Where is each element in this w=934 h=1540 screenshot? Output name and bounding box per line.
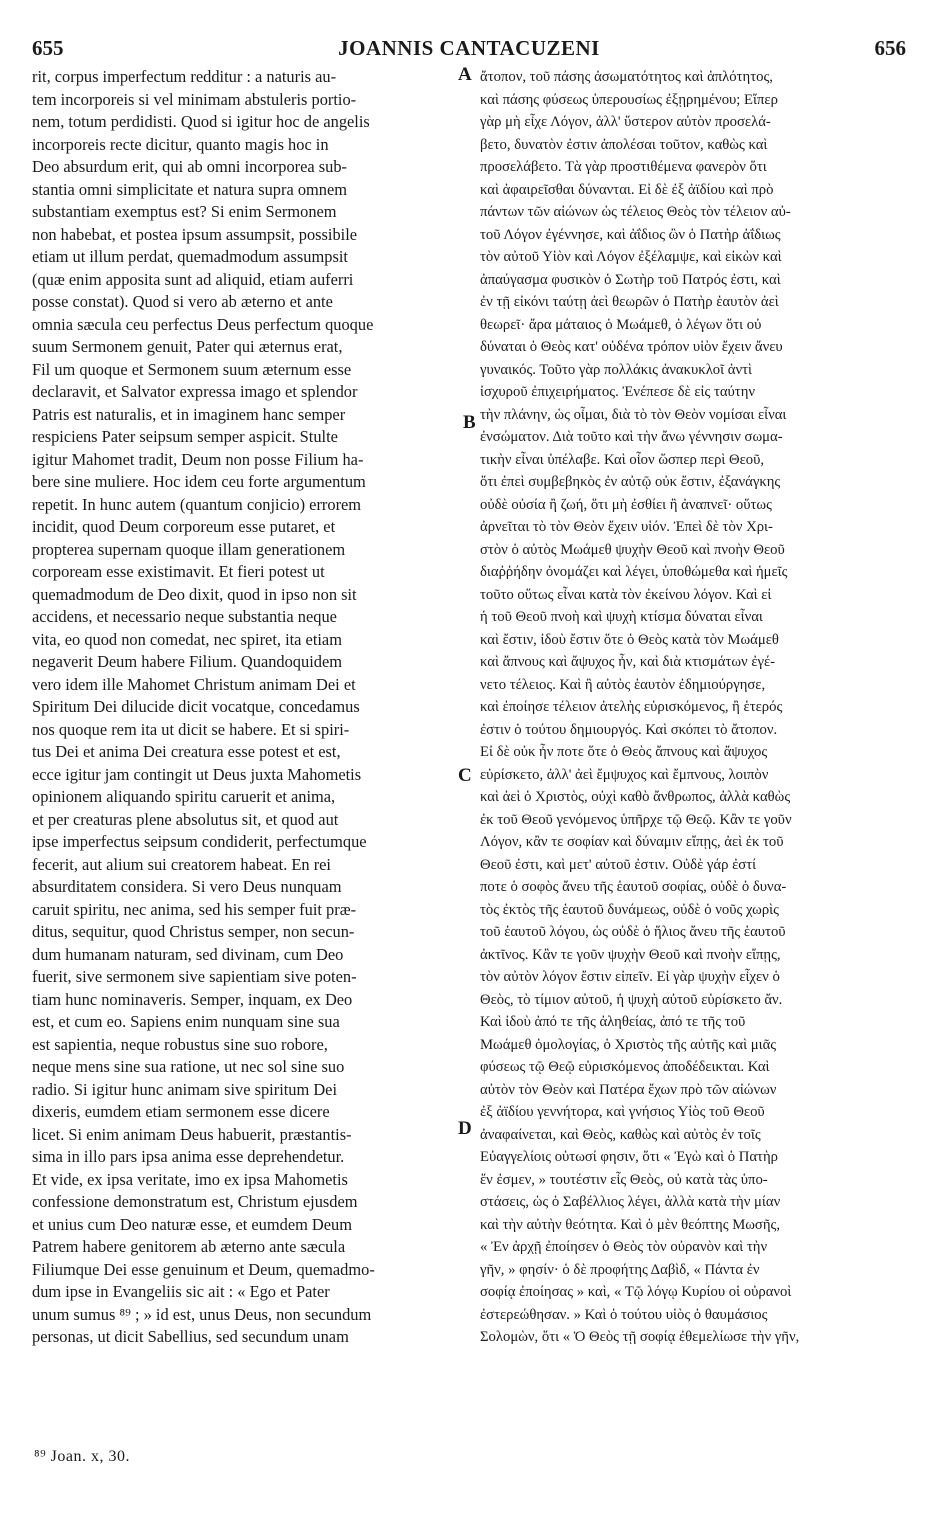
greek-text-line: Θεὸς, τὸ τίμιον αὐτοῦ, ἡ ψυχὴ αὐτοῦ εὑρίσκετο ἄν. [480, 991, 783, 1008]
latin-text-line: propterea supernam quoque illam generationem [32, 539, 346, 559]
greek-text-line: οὐδὲ οὐσία ἢ ζωή, ὅτι μὴ ἐσθίει ἢ ἀναπνεῖ· οὕτως [480, 496, 772, 513]
latin-text-line: confessione demonstratum est, Christum ejusdem [32, 1192, 358, 1211]
greek-text-line: εὑρίσκετο, ἀλλ' ἀεὶ ἔμψυχος καὶ ἔμπνους, λοιπὸν [480, 766, 769, 783]
greek-text-line: ἐνσώματον. Διὰ τοῦτο καὶ τὴν ἄνω γέννησιν σωμα- [480, 429, 783, 445]
greek-text-line: ἀκτῖνος. Κἂν τε γοῦν ψυχὴν Θεοῦ καὶ πνοὴν εἴπῃς, [480, 946, 781, 963]
running-title: JOANNIS CANTACUZENI [338, 36, 600, 60]
latin-text-line: licet. Si enim animam Deus habuerit, præstantis- [32, 1124, 352, 1144]
latin-text-line: et per creaturas plene absolutus sit, et quod aut [32, 809, 339, 829]
latin-text-line: tiam hunc nominaveris. Semper, inquam, ex Deo [32, 989, 353, 1009]
latin-text-line: corpoream esse existimavit. Et fieri potest ut [32, 562, 325, 581]
section-marker-d: D [458, 1118, 472, 1139]
greek-text-line: θεωρεῖ· ἄρα μάταιος ὁ Μωάμεθ, ὁ λέγων ὅτι οὐ [480, 316, 762, 333]
greek-text-line: καὶ τὴν αὐτὴν θεότητα. Καὶ ὁ μὲν θεόπτης Μωσῆς, [480, 1216, 781, 1233]
latin-text-line: Filiumque Dei esse genuinum et Deum, quemadmo- [32, 1259, 375, 1279]
latin-text-line: tem incorporeis si vel minimam abstuleris portio- [32, 89, 357, 109]
latin-text-line: (quæ enim apposita sunt ad aliquid, etiam auferri [32, 269, 354, 289]
left-page-number: 655 [32, 36, 64, 60]
latin-text-line: dixeris, eumdem etiam sermonem esse dicere [32, 1102, 330, 1121]
greek-text-line: ἐξ ἀϊδίου γεννήτορα, καὶ γνήσιος Υἱὸς τοῦ Θεοῦ [480, 1104, 765, 1120]
greek-text-line: τοῦ Λόγον ἐγέννησε, καὶ ἀΐδιος ὢν ὁ Πατὴρ ἀΐδιως [480, 226, 781, 243]
greek-column [480, 66, 900, 1349]
greek-text-line: στὸν ὁ αὐτὸς Μωάμεθ ψυχὴν Θεοῦ καὶ πνοὴν Θεοῦ [480, 541, 785, 558]
greek-text-line: τικὴν εἶναι ὑπέλαβε. Καὶ οἷον ὥσπερ περὶ Θεοῦ, [480, 451, 765, 468]
latin-text-line: Patrem habere genitorem ab æterno ante sæcula [32, 1237, 346, 1256]
greek-text-line: πάντων τῶν αἰώνων ὡς τέλειος Θεὸς τὸν τέλειον αὐ- [480, 204, 791, 220]
greek-text-line: ἐστιν ὁ τούτου δημιουργός. Καὶ σκόπει τὸ ἄτοπον. [480, 721, 778, 738]
latin-text-line: Deo absurdum erit, qui ab omni incorporea sub- [32, 157, 347, 176]
greek-text-line: τὸν αὐτοῦ Υἱὸν καὶ Λόγον ἐξέλαμψε, καὶ εἰκὼν καὶ [480, 249, 782, 265]
latin-text-line: incidit, quod Deum corporeum esse putaret, et [32, 517, 336, 536]
latin-text-line: igitur Mahomet tradit, Deum non posse Filium ha- [32, 449, 364, 469]
latin-text-line: fuerit, sive sermonem sive sapientiam sive poten- [32, 967, 357, 986]
latin-text-line: opinionem aliquando spiritu caruerit et anima, [32, 787, 336, 806]
latin-text-line: neque mens sine sua ratione, ut nec sol sine suo [32, 1057, 345, 1076]
latin-text-line: Patris est naturalis, et in imaginem hanc semper [32, 404, 346, 424]
latin-text-line: dum humanam naturam, sed divinam, cum Deo [32, 944, 344, 964]
latin-text-line: incorporeis recte dicitur, quanto magis hoc in [32, 134, 329, 154]
latin-text-line: unum sumus ⁸⁹ ; » id est, unus Deus, non secundum [32, 1304, 372, 1324]
latin-text-line: Fil um quoque et Sermonem suum æternum esse [32, 359, 352, 379]
running-header [32, 36, 906, 66]
latin-text-line: nos quoque rem ita ut dicit se habere. Et si spiri- [32, 719, 350, 739]
greek-text-line: καὶ ἀεὶ ὁ Χριστὸς, οὐχὶ καθὸ ἄνθρωπος, ἀλλὰ καθὼς [480, 789, 791, 805]
greek-text-line: γὰρ μὴ εἶχε Λόγον, ἀλλ' ὕστερον αὐτὸν προσελά- [480, 114, 771, 130]
greek-text-line: τοῦ ἑαυτοῦ λόγου, ὡς οὐδὲ ὁ ἥλιος ἄνευ τῆς ἑαυτοῦ [480, 924, 786, 940]
greek-text-line: στάσεις, ὡς ὁ Σαβέλλιος λέγει, ἀλλὰ κατὰ τὴν μίαν [480, 1194, 781, 1210]
latin-text-line: posse constat). Quod si vero ab æterno et ante [32, 292, 333, 311]
footnote: ⁸⁹ Joan. x, 30. [34, 1448, 130, 1465]
latin-text-line: ipse imperfectus seipsum condiderit, perfectumque [32, 832, 367, 851]
section-marker-a: A [458, 64, 472, 85]
greek-text-line: καὶ ἄπνους καὶ ἄψυχος ἦν, καὶ διὰ κτισμάτων ἐγέ- [480, 654, 776, 670]
greek-text-line: Λόγον, κἂν τε σοφίαν καὶ δύναμιν εἴπῃς, ἀεὶ ἐκ τοῦ [480, 834, 784, 850]
latin-text-line: suum Sermonem genuit, Pater qui æternus erat, [32, 337, 343, 356]
greek-text-line: Καὶ ἰδοὺ ἀπό τε τῆς ἀληθείας, ἀπό τε τῆς τοῦ [480, 1014, 746, 1030]
greek-text-line: καὶ ἐποίησε τέλειον ἀτελὴς εὑρισκόμενος, ἢ ἑτερός [480, 699, 783, 715]
latin-text-line: et unius cum Deo naturæ esse, et eumdem Deum [32, 1214, 352, 1234]
latin-text-line: substantiam exemptus est? Si enim Sermonem [32, 202, 337, 221]
greek-text-line: « Ἐν ἀρχῇ ἐποίησεν ὁ Θεὸς τὸν οὐρανὸν καὶ τὴν [480, 1239, 768, 1255]
latin-text-line: respiciens Pater seipsum semper aspicit. Stulte [32, 427, 338, 446]
greek-text-line: τὸν αὐτὸν λόγον ἔστιν εἰπεῖν. Εἰ γὰρ ψυχὴν εἶχεν ὁ [480, 969, 780, 985]
section-marker-b: B [463, 412, 476, 433]
greek-text-line: Σολομὼν, ὅτι « Ὁ Θεὸς τῇ σοφίᾳ ἐθεμελίωσε τὴν γῆν, [480, 1329, 800, 1345]
latin-text-line: ditus, sequitur, quod Christus semper, non secun- [32, 922, 355, 941]
greek-text-line: καὶ ἔστιν, ἰδοὺ ἔστιν ὅτε ὁ Θεὸς κατὰ τὸν Μωάμεθ [480, 631, 779, 648]
greek-text-line: τὴν πλάνην, ὡς οἶμαι, διὰ τὸ τὸν Θεὸν νομίσαι εἶναι [480, 406, 787, 423]
greek-text-line: αὐτὸν τὸν Θεὸν καὶ Πατέρα ἔχων πρὸ τῶν αἰώνων [480, 1081, 777, 1098]
greek-text-line: καὶ ἀφαιρεῖσθαι δύνανται. Εἰ δὲ ἐξ ἀϊδίου καὶ πρὸ [480, 181, 774, 198]
greek-text-line: ἡ τοῦ Θεοῦ πνοὴ καὶ ψυχὴ κτίσμα δύναται εἶναι [480, 609, 763, 625]
greek-text-line: ἀρνεῖται τὸ τὸν Θεὸν ἔχειν υἱόν. Ἐπεὶ δὲ τὸν Χρι- [480, 519, 773, 535]
right-page-number: 656 [874, 36, 906, 60]
latin-text-line: etiam ut illum perdat, quemadmodum assumpsit [32, 247, 348, 266]
greek-text-line: Μωάμεθ ὁμολογίας, ὁ Χριστὸς τῆς αὐτῆς καὶ μιᾶς [480, 1036, 777, 1053]
latin-text-line: sima in illo pars ipsa anima esse deprehendetur. [32, 1147, 345, 1166]
greek-text-line: Θεοῦ ἐστι, καὶ μετ' αὐτοῦ ἐστιν. Οὐδὲ γάρ ἐστί [480, 856, 757, 873]
greek-text-line: γῆν, » φησίν· ὁ δὲ προφήτης Δαβὶδ, « Πάντα ἐν [480, 1261, 760, 1278]
greek-text-line: ἰσχυροῦ ἐπιχειρήματος. Ἐνέπεσε δὲ εἰς ταύτην [480, 384, 756, 400]
latin-text-line: est, et cum eo. Sapiens enim nunquam sine sua [32, 1012, 340, 1031]
greek-text-line: τὸς ἐκτὸς τῆς ἑαυτοῦ δυνάμεως, οὐδὲ ὁ νοῦς χωρὶς [480, 901, 779, 918]
greek-text-line: ἐν τῇ εἰκόνι ταύτῃ ἀεὶ θεωρῶν ὁ Πατὴρ ἑαυτὸν ἀεὶ [480, 294, 779, 310]
greek-text-line: βετο, δυνατὸν ἐστιν ἀπολέσαι τοῦτον, καθὼς καὶ [480, 136, 768, 153]
greek-text-line: ὅτι ἐπεὶ συμβεβηκὸς ἐν αὐτῷ οὐκ ἔστιν, ἐξανάγκης [480, 474, 781, 490]
greek-text-line: ποτε ὁ σοφὸς ἄνευ τῆς ἑαυτοῦ σοφίας, οὐδὲ ὁ δυνα- [480, 879, 787, 895]
latin-text-line: rit, corpus imperfectum redditur : a naturis au- [32, 67, 337, 86]
latin-text-line: vero idem ille Mahomet Christum animam Dei et [32, 674, 356, 694]
greek-text-line: δύναται ὁ Θεὸς κατ' οὐδένα τρόπον υἱὸν ἔχειν ἄνευ [480, 339, 783, 355]
greek-text-line: καὶ πάσης φύσεως ὑπερουσίως ἐξῃρημένου; Εἴπερ [480, 91, 778, 108]
greek-text-line: ἀναφαίνεται, καὶ Θεὸς, καθὼς καὶ αὐτὸς ἐν τοῖς [480, 1126, 761, 1143]
greek-text-line: νετο τέλειος. Καὶ ἢ αὐτὸς ἑαυτὸν ἐδημιούργησε, [480, 676, 766, 693]
greek-text-line: ἄτοπον, τοῦ πάσης ἀσωματότητος καὶ ἁπλότητος, [480, 69, 773, 85]
greek-text-line: ἕν ἐσμεν, » τουτέστιν εἷς Θεὸς, οὐ κατὰ τὰς ὑπο- [480, 1171, 768, 1188]
greek-text-line: Εἰ δὲ οὐκ ἦν ποτε ὅτε ὁ Θεὸς ἄπνους καὶ ἄψυχος [480, 744, 768, 760]
latin-text-line: est sapientia, neque robustus sine suo robore, [32, 1034, 328, 1054]
greek-text-line: προσελάβετο. Τὰ γὰρ προστιθέμενα φανερὸν ὅτι [480, 159, 767, 175]
latin-text-line: omnia sæcula ceu perfectus Deus perfectum quoque [32, 314, 374, 334]
latin-text-line: stantia omni simplicitate et natura supra omnem [32, 179, 347, 199]
section-marker-c: C [458, 765, 472, 786]
greek-text-line: φύσεως τῷ Θεῷ εὑρισκόμενος ἀποδέδεικται. Καὶ [480, 1059, 770, 1075]
greek-text-line: τοῦτο οὕτως εἶναι κατὰ τὸν ἐκείνου λόγον. Καὶ εἰ [480, 586, 772, 603]
latin-text-line: nem, totum perdidisti. Quod si igitur hoc de angelis [32, 112, 370, 131]
latin-text-line: radio. Si igitur hunc animam sive spiritum Dei [32, 1079, 338, 1099]
latin-text-line: vita, eo quod non comedat, nec spiret, ita etiam [32, 629, 342, 649]
greek-text-line: ἐστερεώθησαν. » Καὶ ὁ τούτου υἱὸς ὁ θαυμάσιος [480, 1306, 768, 1323]
latin-text-line: personas, ut dicit Sabellius, sed secundum unam [32, 1327, 349, 1346]
latin-text-line: repetit. In hunc autem (quantum conjicio) errorem [32, 494, 362, 514]
latin-text-line: tus Dei et anima Dei creatura esse potest et est, [32, 742, 341, 761]
latin-text-line: declaravit, et Salvator expressa imago et splendor [32, 382, 358, 401]
latin-text-line: quemadmodum de Deo dixit, quod in ipso non sit [32, 584, 357, 604]
greek-text-line: ἐκ τοῦ Θεοῦ γενόμενος ὑπῆρχε τῷ Θεῷ. Κἂν τε γοῦν [480, 811, 792, 828]
greek-text-line: ἀπαύγασμα φυσικὸν ὁ Σωτὴρ τοῦ Πατρός ἐστι, καὶ [480, 271, 781, 288]
greek-text-line: Εὐαγγελίοις οὑτωσί φησιν, ὅτι « Ἐγὼ καὶ ὁ Πατὴρ [480, 1149, 778, 1165]
latin-text-line: absurditatem considera. Si vero Deus nunquam [32, 877, 342, 896]
latin-text-line: bere sine muliere. Hoc idem ceu forte argumentum [32, 472, 366, 491]
latin-text-line: Spiritum Dei dilucide dicit vocatque, concedamus [32, 697, 360, 716]
latin-text-line: dum ipse in Evangeliis sic ait : « Ego et Pater [32, 1282, 330, 1301]
greek-text-line: διαῤῥήδην ὀνομάζει καὶ λέγει, ὑποθώμεθα καὶ ἡμεῖς [480, 564, 788, 580]
greek-text-line: γυναικός. Τοῦτο γὰρ πολλάκις ἀνακυκλοῖ ἀντὶ [480, 361, 752, 378]
latin-text-line: negaverit Deum habere Filium. Quandoquidem [32, 652, 342, 671]
greek-text-line: σοφίᾳ ἐποίησας » καὶ, « Τῷ λόγῳ Κυρίου οἱ οὐρανοὶ [480, 1284, 792, 1300]
latin-text-line: ecce igitur jam contingit ut Deus juxta Mahometis [32, 764, 362, 784]
latin-text-line: caruit spiritu, nec anima, sed his semper fuit præ- [32, 899, 357, 919]
latin-text-line: non habebat, et postea ipsum assumpsit, possibile [32, 224, 358, 244]
latin-column [32, 66, 457, 1349]
latin-text-line: accidens, et necessario neque substantia neque [32, 607, 337, 626]
latin-text-line: fecerit, aut alium sui creatorem habeat. En rei [32, 854, 331, 874]
latin-text-line: Et vide, ex ipsa veritate, imo ex ipsa Mahometis [32, 1169, 348, 1189]
